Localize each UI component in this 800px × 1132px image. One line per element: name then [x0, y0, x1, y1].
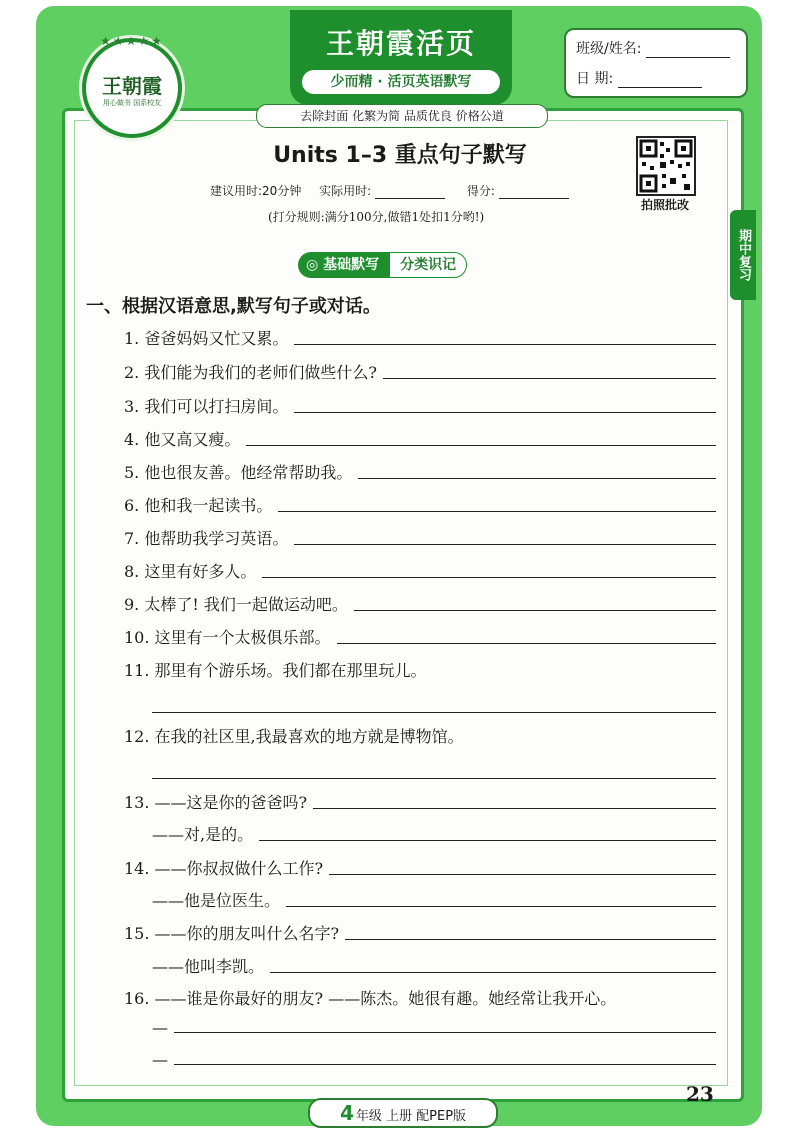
question-14b [152, 888, 716, 911]
date-label: 日 期: [576, 71, 614, 87]
question-text: ——他叫李凯。 [152, 957, 265, 976]
question-text: 3. 我们可以打扫房间。 [124, 397, 289, 416]
question-15b [152, 954, 716, 977]
scoring-rule: (打分规则:满分100分,做错1处扣1分哟!) [268, 210, 485, 224]
section-pill [298, 252, 467, 278]
question-text: 15. ——你的朋友叫什么名字? [124, 924, 340, 943]
answer-row-16a [152, 1018, 716, 1037]
answer-line[interactable] [383, 377, 716, 379]
question-5 [124, 460, 716, 483]
question-text: 11. 那里有个游乐场。我们都在那里玩儿。 [124, 661, 427, 680]
actual-time-label: 实际用时: [319, 184, 372, 198]
answer-line[interactable] [246, 444, 716, 446]
question-text: 16. ——谁是你最好的朋友? ——陈杰。她很有趣。她经常让我开心。 [124, 989, 617, 1008]
question-4 [124, 427, 716, 450]
question-12 [124, 724, 716, 747]
qr-code-icon[interactable] [636, 136, 696, 196]
score-field[interactable] [499, 198, 569, 199]
dash: — [152, 1050, 168, 1069]
question-7 [124, 526, 716, 549]
answer-line[interactable] [354, 609, 716, 611]
answer-line[interactable] [345, 938, 716, 940]
class-name-field[interactable] [646, 57, 730, 58]
star-icon: ★★★★★ [100, 34, 164, 48]
question-text: 7. 他帮助我学习英语。 [124, 529, 289, 548]
question-text: 5. 他也很友善。他经常帮助我。 [124, 463, 353, 482]
section-pill-right: 分类识记 [389, 252, 467, 278]
question-text: ——对,是的。 [152, 825, 254, 844]
edition-text: 年级 上册 配PEP版 [355, 1109, 467, 1124]
answer-line[interactable] [259, 839, 716, 841]
answer-line[interactable] [313, 807, 716, 809]
brand-slogan: 少而精 · 活页英语默写 [302, 70, 500, 94]
grade-number: 4 [339, 1101, 354, 1125]
question-2 [124, 360, 716, 383]
answer-line[interactable] [337, 642, 716, 644]
brand-title: 王朝霞活页 [325, 27, 476, 60]
answer-line-12[interactable] [152, 778, 716, 779]
question-3 [124, 394, 716, 417]
question-text: ——他是位医生。 [152, 891, 281, 910]
footer-edition [308, 1098, 498, 1128]
answer-line[interactable] [278, 510, 716, 512]
class-name-label: 班级/姓名: [576, 41, 642, 57]
score-label: 得分: [466, 184, 495, 198]
question-13b [152, 822, 716, 845]
question-text: 4. 他又高又瘦。 [124, 430, 241, 449]
question-text: 8. 这里有好多人。 [124, 562, 257, 581]
answer-line[interactable] [174, 1063, 716, 1065]
question-15a [124, 921, 716, 944]
page-number: 23 [686, 1082, 714, 1106]
question-9 [124, 592, 716, 615]
question-text: 10. 这里有一个太极俱乐部。 [124, 628, 331, 647]
medal-icon: ◎ [306, 257, 324, 273]
question-text: 14. ——你叔叔做什么工作? [124, 859, 324, 878]
question-text: 6. 他和我一起读书。 [124, 496, 273, 515]
answer-line[interactable] [174, 1031, 716, 1033]
answer-line[interactable] [294, 343, 716, 345]
qr-label: 拍照批改 [640, 198, 689, 212]
side-tab: 期中复习 [730, 210, 756, 300]
question-13a [124, 790, 716, 813]
page-title: Units 1–3 重点句子默写 [273, 143, 527, 168]
question-text: 9. 太棒了! 我们一起做运动吧。 [124, 595, 348, 614]
timing-row [210, 182, 587, 199]
answer-line[interactable] [294, 411, 716, 413]
logo-subtext: 用心做书 国系校友 [102, 99, 162, 107]
name-date-box [564, 28, 748, 98]
question-14a [124, 856, 716, 879]
answer-line[interactable] [358, 477, 716, 479]
question-6 [124, 493, 716, 516]
question-1 [124, 326, 716, 349]
question-10 [124, 625, 716, 648]
answer-row-16b [152, 1050, 716, 1069]
question-8 [124, 559, 716, 582]
question-text: 13. ——这是你的爸爸吗? [124, 793, 308, 812]
dash: — [152, 1018, 168, 1037]
answer-line-11[interactable] [152, 712, 716, 713]
answer-line[interactable] [286, 905, 716, 907]
suggested-time: 建议用时:20分钟 [210, 184, 302, 198]
answer-line[interactable] [270, 971, 716, 973]
answer-line[interactable] [294, 543, 716, 545]
actual-time-field[interactable] [375, 198, 445, 199]
section-heading: 一、根据汉语意思,默写句子或对话。 [86, 296, 381, 317]
date-field[interactable] [618, 87, 702, 88]
question-text: 12. 在我的社区里,我最喜欢的地方就是博物馆。 [124, 727, 464, 746]
question-11 [124, 658, 716, 681]
question-16 [124, 986, 716, 1009]
section-pill-left: 基础默写 [323, 257, 380, 273]
tagline: 去除封面 化繁为简 品质优良 价格公道 [256, 104, 548, 128]
question-text: 2. 我们能为我们的老师们做些什么? [124, 363, 377, 382]
question-text: 1. 爸爸妈妈又忙又累。 [124, 329, 289, 348]
logo-text: 王朝霞 [102, 74, 162, 98]
answer-line[interactable] [262, 576, 716, 578]
answer-line[interactable] [329, 873, 716, 875]
